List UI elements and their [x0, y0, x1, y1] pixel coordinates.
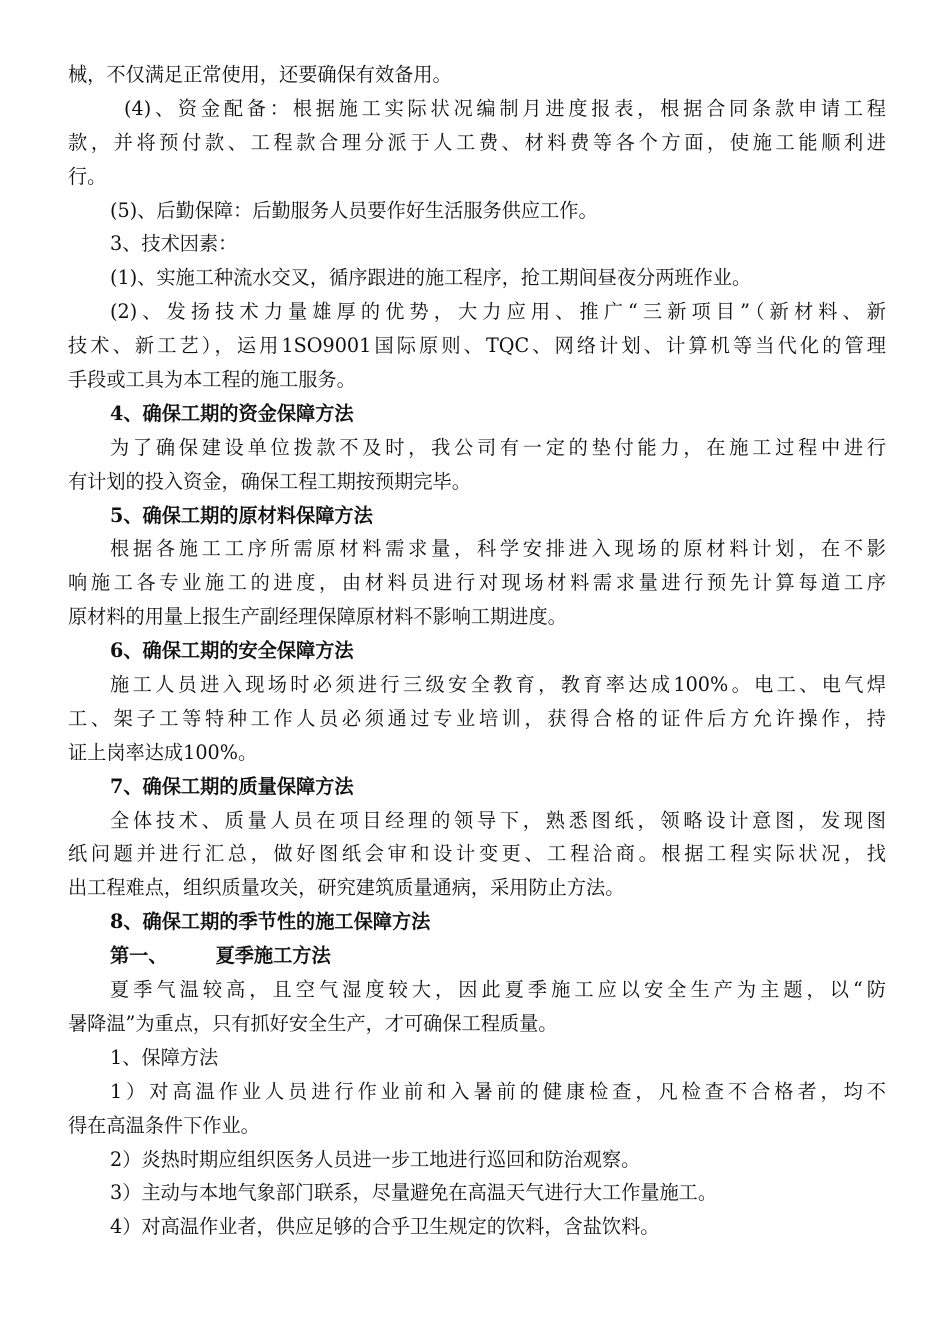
text-line: 技术、新工艺），运用1SO9001国际原则、TQC、网络计划、计算机等当代化的管理	[68, 334, 886, 358]
text-line: 出工程难点，组织质量攻关，研究建筑质量通病，采用防止方法。	[68, 876, 625, 900]
section-heading: 6、确保工期的安全保障方法	[110, 639, 354, 663]
text-line: 有计划的投入资金，确保工程工期按预期完毕。	[68, 469, 471, 493]
text-line: (5)、后勤保障：后勤服务人员要作好生活服务供应工作。	[110, 198, 598, 222]
text-line: 全体技术、质量人员在项目经理的领导下，熟悉图纸，领略设计意图，发现图	[110, 808, 886, 832]
text-line: 原材料的用量上报生产副经理保障原材料不影响工期进度。	[68, 605, 567, 629]
text-line: (1)、实施工种流水交叉，循序跟进的施工程序，抢工期间昼夜分两班作业。	[110, 266, 752, 290]
text-line: 暑降温”为重点，只有抓好安全生产，才可确保工程质量。	[68, 1011, 558, 1035]
subsection-title: 夏季施工方法	[215, 944, 331, 968]
text-line: 1、保障方法	[110, 1045, 219, 1069]
section-heading: 5、确保工期的原材料保障方法	[110, 503, 373, 527]
text-line: 夏季气温较高，且空气湿度较大，因此夏季施工应以安全生产为主题，以“防	[110, 978, 886, 1002]
text-line: (4)、资金配备：根据施工实际状况编制月进度报表，根据合同条款申请工程	[124, 96, 886, 120]
text-line: 款，并将预付款、工程款合理分派于人工费、材料费等各个方面，使施工能顺利进	[68, 130, 886, 154]
text-line: 3、技术因素：	[110, 232, 238, 256]
text-line: 得在高温条件下作业。	[68, 1113, 260, 1137]
text-line: 手段或工具为本工程的施工服务。	[68, 368, 356, 392]
text-line: 行。	[68, 164, 107, 188]
text-line: 1）对高温作业人员进行作业前和入暑前的健康检查，凡检查不合格者，均不	[110, 1079, 886, 1103]
text-line: 2）炎热时期应组织医务人员进一步工地进行巡回和防治观察。	[110, 1147, 641, 1171]
text-line: 3）主动与本地气象部门联系，尽量避免在高温天气进行大工作量施工。	[110, 1181, 718, 1205]
subsection-heading	[68, 939, 886, 973]
text-line: 纸问题并进行汇总，做好图纸会审和设计变更、工程洽商。根据工程实际状况，找	[68, 842, 886, 866]
section-heading: 8、确保工期的季节性的施工保障方法	[110, 910, 431, 934]
text-line: 施工人员进入现场时必须进行三级安全教育，教育率达成100%。电工、电气焊	[110, 673, 886, 697]
text-line: 械，不仅满足正常使用，还要确保有效备用。	[68, 63, 452, 86]
text-line: 为了确保建设单位拨款不及时，我公司有一定的垫付能力，在施工过程中进行	[110, 435, 886, 459]
section-heading: 4、确保工期的资金保障方法	[110, 401, 354, 425]
text-line: 工、架子工等特种工作人员必须通过专业培训，获得合格的证件后方允许操作，持	[68, 706, 886, 730]
text-line: 4）对高温作业者，供应足够的合乎卫生规定的饮料，含盐饮料。	[110, 1215, 660, 1239]
section-heading: 7、确保工期的质量保障方法	[110, 774, 354, 798]
subsection-number: 第一、	[110, 944, 168, 968]
text-line: 根据各施工工序所需原材料需求量，科学安排进入现场的原材料计划，在不影	[110, 537, 886, 561]
text-line: 响施工各专业施工的进度，由材料员进行对现场材料需求量进行预先计算每道工序	[68, 571, 886, 595]
text-line: 证上岗率达成100%。	[68, 740, 258, 764]
text-line: (2)、发扬技术力量雄厚的优势，大力应用、推广“三新项目”（新材料、新	[110, 300, 886, 324]
